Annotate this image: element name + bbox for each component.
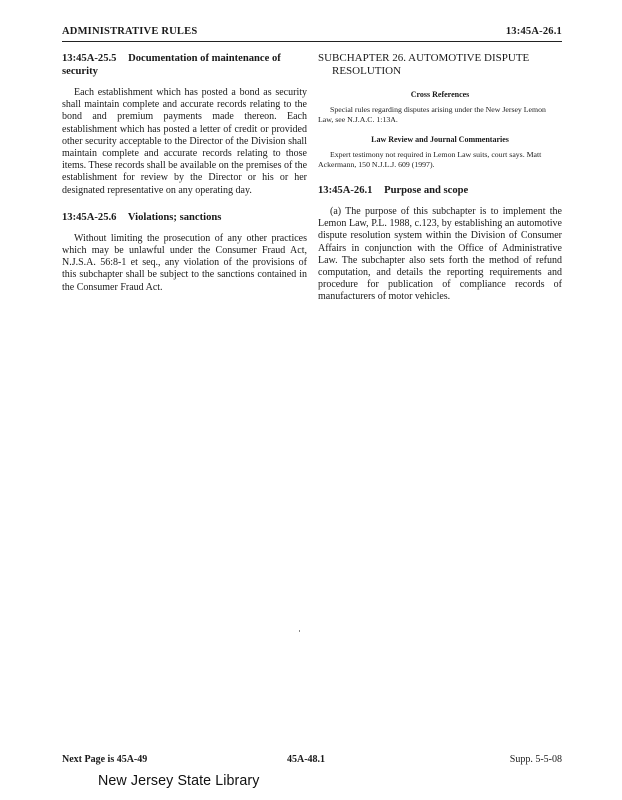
running-header — [62, 26, 562, 42]
footer-page-number: 45A-48.1 — [287, 754, 326, 765]
section-title: Violations; sanctions — [127, 211, 222, 223]
header-title: ADMINISTRATIVE RULES — [62, 26, 198, 37]
footer-next-page: Next Page is 45A-49 — [62, 754, 148, 765]
law-review-text: Expert testimony not required in Lemon Law suits, court says. Matt Ackermann, 150 N.J.L.J. 609 (1997). — [318, 150, 542, 169]
cross-references-text: Special rules regarding disputes arising under the New Jersey Lemon Law, see N.J.A.C. 1:13A. — [318, 105, 546, 124]
section-number: 13:45A-26.1 — [318, 185, 373, 196]
footer-supplement-date: Supp. 5-5-08 — [509, 754, 562, 765]
section-number: 13:45A-25.5 — [62, 53, 117, 64]
left-column — [62, 52, 307, 308]
section-title: Purpose and scope — [384, 185, 469, 196]
cross-references-heading: Cross References — [410, 90, 470, 99]
header-section-number: 13:45A-26.1 — [505, 26, 562, 37]
scan-speck — [299, 630, 300, 632]
header-rule — [62, 41, 562, 42]
section-body: Without limiting the prosecution of any other practices which may be unlawful under the Consumer Fraud Act, N.J.S.A. 56:8-1 et seq., any violation of the provisions of this subchapter shall be subject to the sanctions contained in the Consumer Fraud Act. — [62, 232, 307, 293]
library-watermark: New Jersey State Library — [98, 772, 260, 789]
section-heading — [62, 52, 307, 78]
section-title: Documentation of maintenance of security — [62, 53, 281, 77]
section-heading — [318, 184, 562, 197]
section-heading — [62, 211, 307, 224]
section-body: (a) The purpose of this subchapter is to implement the Lemon Law, P.L. 1988, c.123, by establishing an automotive dispute resolution system within the Division of Consumer Affairs in conjunction with the Office of Administrative Law. The subchapter also sets forth the method of refund computation, and details the reporting requirements and procedure for publication of compliance records of manufacturers of motor vehicles. — [318, 206, 562, 303]
law-review-heading: Law Review and Journal Commentaries — [371, 135, 509, 144]
section-body: Each establishment which has posted a bond as security shall maintain complete and accurate records relating to the bond and premium payments made thereon. Each establishment which has posted a letter of credit or provided other security acceptable to the Director of the Division shall maintain complete and accurate records relating to those items. These records shall be available on the premises of the establishment for review by the Director or his or her designated representative on any operating day. — [62, 87, 308, 196]
right-column — [318, 52, 562, 318]
subchapter-heading: SUBCHAPTER 26. AUTOMOTIVE DISPUTE RESOLUTION — [318, 52, 530, 77]
section-number: 13:45A-25.6 — [62, 211, 117, 223]
